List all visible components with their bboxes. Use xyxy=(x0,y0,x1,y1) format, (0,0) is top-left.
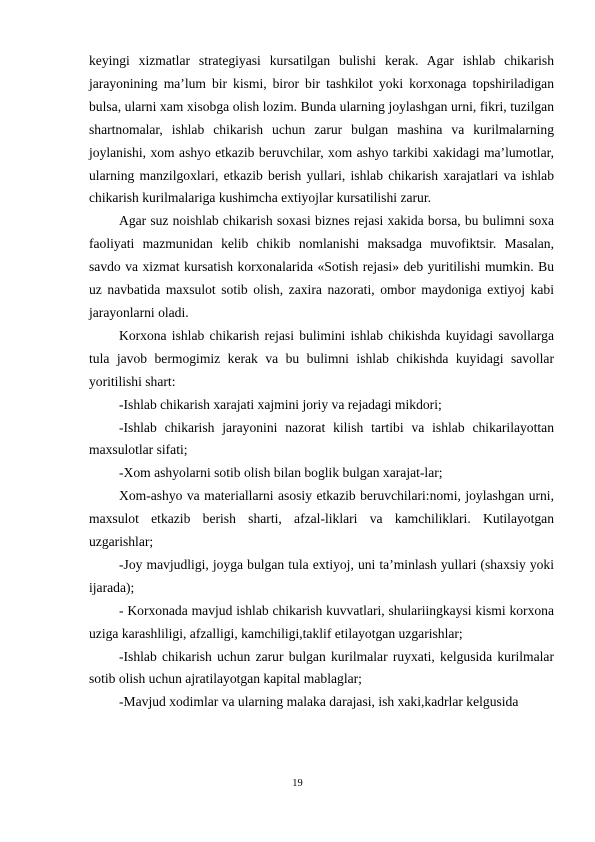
list-item-2: -Ishlab chikarish jarayonini nazorat kilish tartibi va ishlab chikarilayottan maxsulotlar sifati; xyxy=(89,419,554,458)
list-item-5: - Korxonada mavjud ishlab chikarish kuvvatlari, shulariingkaysi kismi korxona uziga karashliligi, afzalligi, kamchiligi,taklif etilayotgan uzgarishlar; xyxy=(89,602,554,641)
page-number: 19 xyxy=(292,778,303,789)
paragraph-2: Agar suz noishlab chikarish soxasi biznes rejasi xakida borsa, bu bulimni soxa faoliyati mazmunidan kelib chikib nomlanishi maksadga muvofiktsir. Masalan, savdo va xizmat kursatish korxonalarida «Sotish rejasi» deb yuritilishi mumkin. Bu uz navbatida maxsulot sotib olish, zaxira nazorati, ombor maydoniga extiyoj kabi jarayonlarni oladi. xyxy=(89,213,554,320)
paragraph-1: keyingi xizmatlar strategiyasi kursatilgan bulishi kerak. Agar ishlab chikarish jarayonining ma’lum bir kismi, biror bir tashkilot yoki korxonaga topshiriladigan bulsa, ularni xam xisobga olish lozim. Bunda ularning joylashgan urni, fikri, tuzilgan shartnomalar, ishlab chikarish uchun zarur bulgan mashina va kurilmalarning joylanishi, xom ashyo etkazib beruvchilar, xom ashyo tarkibi xakidagi ma’lumotlar, ularning manzilgoxlari, etkazib berish yullari, ishlab chikarish xarajatlari va ishlab chikarish kurilmalariga kushimcha extiyojlar kursatilishi zarur. xyxy=(89,53,554,206)
list-item-4: -Joy mavjudligi, joyga bulgan tula extiyoj, uni ta’minlash yullari (shaxsiy yoki ijarada); xyxy=(89,556,554,595)
list-item-7: -Mavjud xodimlar va ularning malaka darajasi, ish xaki,kadrlar kelgusida xyxy=(119,694,519,710)
list-item-1: -Ishlab chikarish xarajati xajmini joriy va rejadagi mikdori; xyxy=(119,396,442,412)
paragraph-3: Korxona ishlab chikarish rejasi bulimini ishlab chikishda kuyidagi savollarga tula javob bermogimiz kerak va bu bulimni ishlab chikishda kuyidagi savollar yoritilishi shart: xyxy=(89,327,554,389)
document-page xyxy=(89,50,554,714)
paragraph-4: Xom-ashyo va materiallarni asosiy etkazib beruvchilari:nomi, joylashgan urni, maxsulot etkazib berish sharti, afzal-liklari va kamchiliklari. Kutilayotgan uzgarishlar; xyxy=(89,488,554,550)
list-item-3: -Xom ashyolarni sotib olish bilan boglik bulgan xarajat-lar; xyxy=(119,465,443,481)
list-item-6: -Ishlab chikarish uchun zarur bulgan kurilmalar ruyxati, kelgusida kurilmalar sotib olish uchun ajratilayotgan kapital mablaglar; xyxy=(89,648,554,687)
